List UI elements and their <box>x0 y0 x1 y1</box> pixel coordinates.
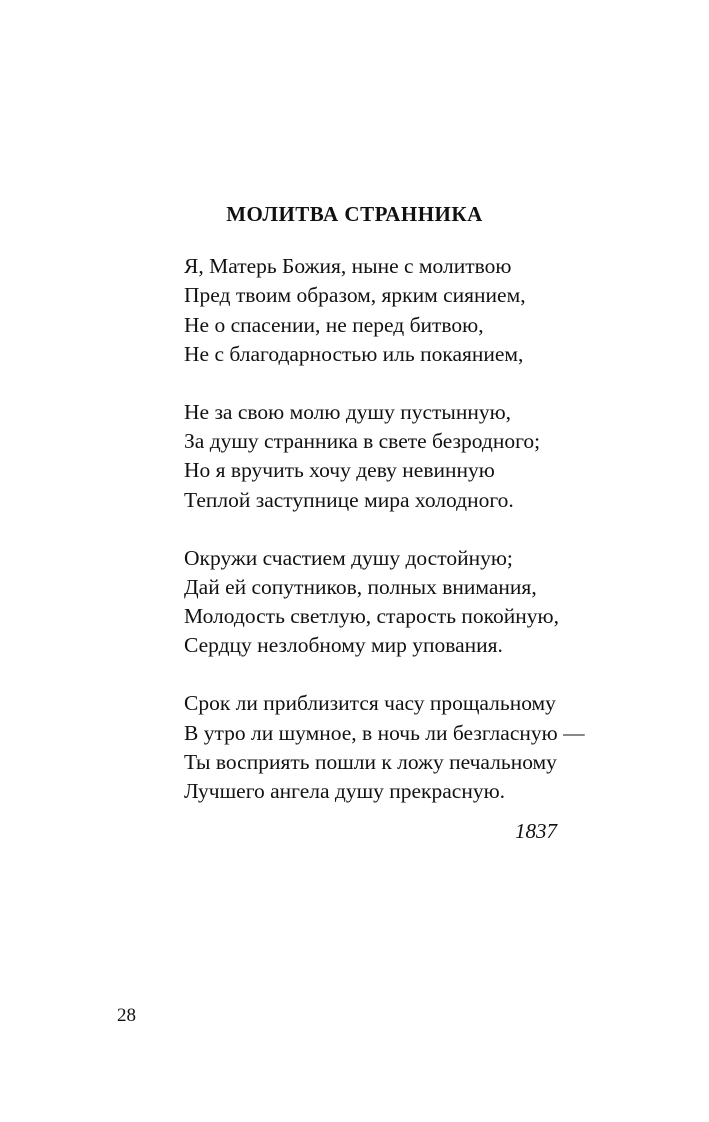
poem-body <box>184 252 654 835</box>
poem-line: Я, Матерь Божия, ныне с молитвою <box>184 254 512 278</box>
stanza-4 <box>184 689 654 806</box>
poem-line: Окружи счастием душу достойную; <box>184 545 513 570</box>
poem-line: Дай ей сопутников, полных внимания, <box>184 574 537 599</box>
poem-title: МОЛИТВА СТРАННИКА <box>226 202 483 226</box>
stanza-3 <box>184 544 654 661</box>
stanza-1 <box>184 252 654 369</box>
poem-line: Ты восприять пошли к ложу печальному <box>184 749 557 774</box>
poem-line: Срок ли приблизится часу прощальному <box>184 691 556 716</box>
poem-line: Пред твоим образом, ярким сиянием, <box>184 283 526 308</box>
page-number: 28 <box>117 1005 136 1026</box>
poem-line: Сердцу незлобному мир упования. <box>184 633 503 658</box>
poem-line: За душу странника в свете безродного; <box>184 429 541 454</box>
poem-line: Молодость светлую, старость покойную, <box>184 604 559 629</box>
poem-line: Но я вручить хочу деву невинную <box>184 458 495 483</box>
poem-line: Не за свою молю душу пустынную, <box>184 399 512 424</box>
poem-date: 1837 <box>515 819 557 843</box>
poem-line: В утро ли шумное, в ночь ли безгласную — <box>184 720 585 745</box>
poem-line: Не о спасении, не перед битвою, <box>184 312 484 337</box>
poem-line: Теплой заступнице мира холодного. <box>184 487 514 512</box>
stanza-2 <box>184 398 654 515</box>
poem-line: Не с благодарностью иль покаянием, <box>184 341 524 366</box>
poem-line: Лучшего ангела душу прекрасную. <box>184 779 506 804</box>
